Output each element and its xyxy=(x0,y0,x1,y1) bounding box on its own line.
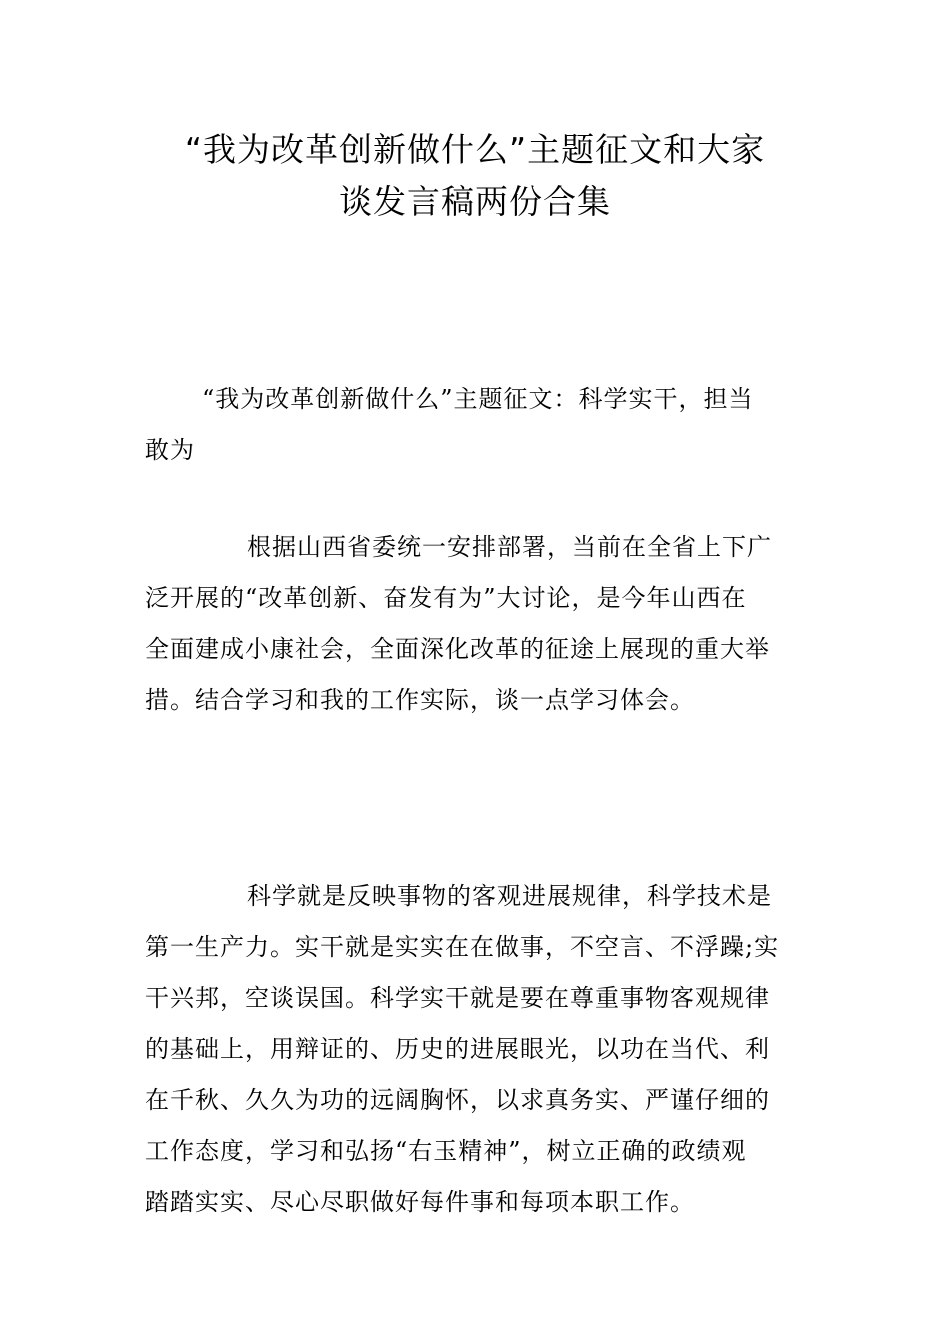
paragraph-2-line-7: 踏踏实实、尽心尽职做好每件事和每项本职工作。 xyxy=(145,1188,695,1216)
paragraph-2-line-3: 干兴邦，空谈误国。科学实干就是要在尊重事物客观规律 xyxy=(145,984,770,1012)
paragraph-1-line-4: 措。结合学习和我的工作实际，谈一点学习体会。 xyxy=(145,686,695,714)
paragraph-2-line-6: 工作态度，学习和弘扬“右玉精神”，树立正确的政绩观 xyxy=(145,1137,747,1165)
section-heading-line-1: “我为改革创新做什么”主题征文：科学实干，担当 xyxy=(202,385,754,413)
paragraph-1-line-3: 全面建成小康社会，全面深化改革的征途上展现的重大举 xyxy=(145,635,770,663)
document-title-line-2: 谈发言稿两份合集 xyxy=(339,182,611,221)
paragraph-1-line-1: 根据山西省委统一安排部署，当前在全省上下广 xyxy=(247,533,772,561)
paragraph-2-line-1: 科学就是反映事物的客观进展规律，科学技术是 xyxy=(247,882,772,910)
document-title-line-1: “我为改革创新做什么”主题征文和大家 xyxy=(184,130,766,169)
paragraph-2-line-2: 第一生产力。实干就是实实在在做事，不空言、不浮躁;实 xyxy=(145,933,780,961)
paragraph-2-line-4: 的基础上，用辩证的、历史的进展眼光，以功在当代、利 xyxy=(145,1035,770,1063)
paragraph-1-line-2: 泛开展的“改革创新、奋发有为”大讨论，是今年山西在 xyxy=(145,584,747,612)
section-heading-line-2: 敢为 xyxy=(145,436,195,464)
paragraph-2-line-5: 在千秋、久久为功的远阔胸怀，以求真务实、严谨仔细的 xyxy=(145,1086,770,1114)
